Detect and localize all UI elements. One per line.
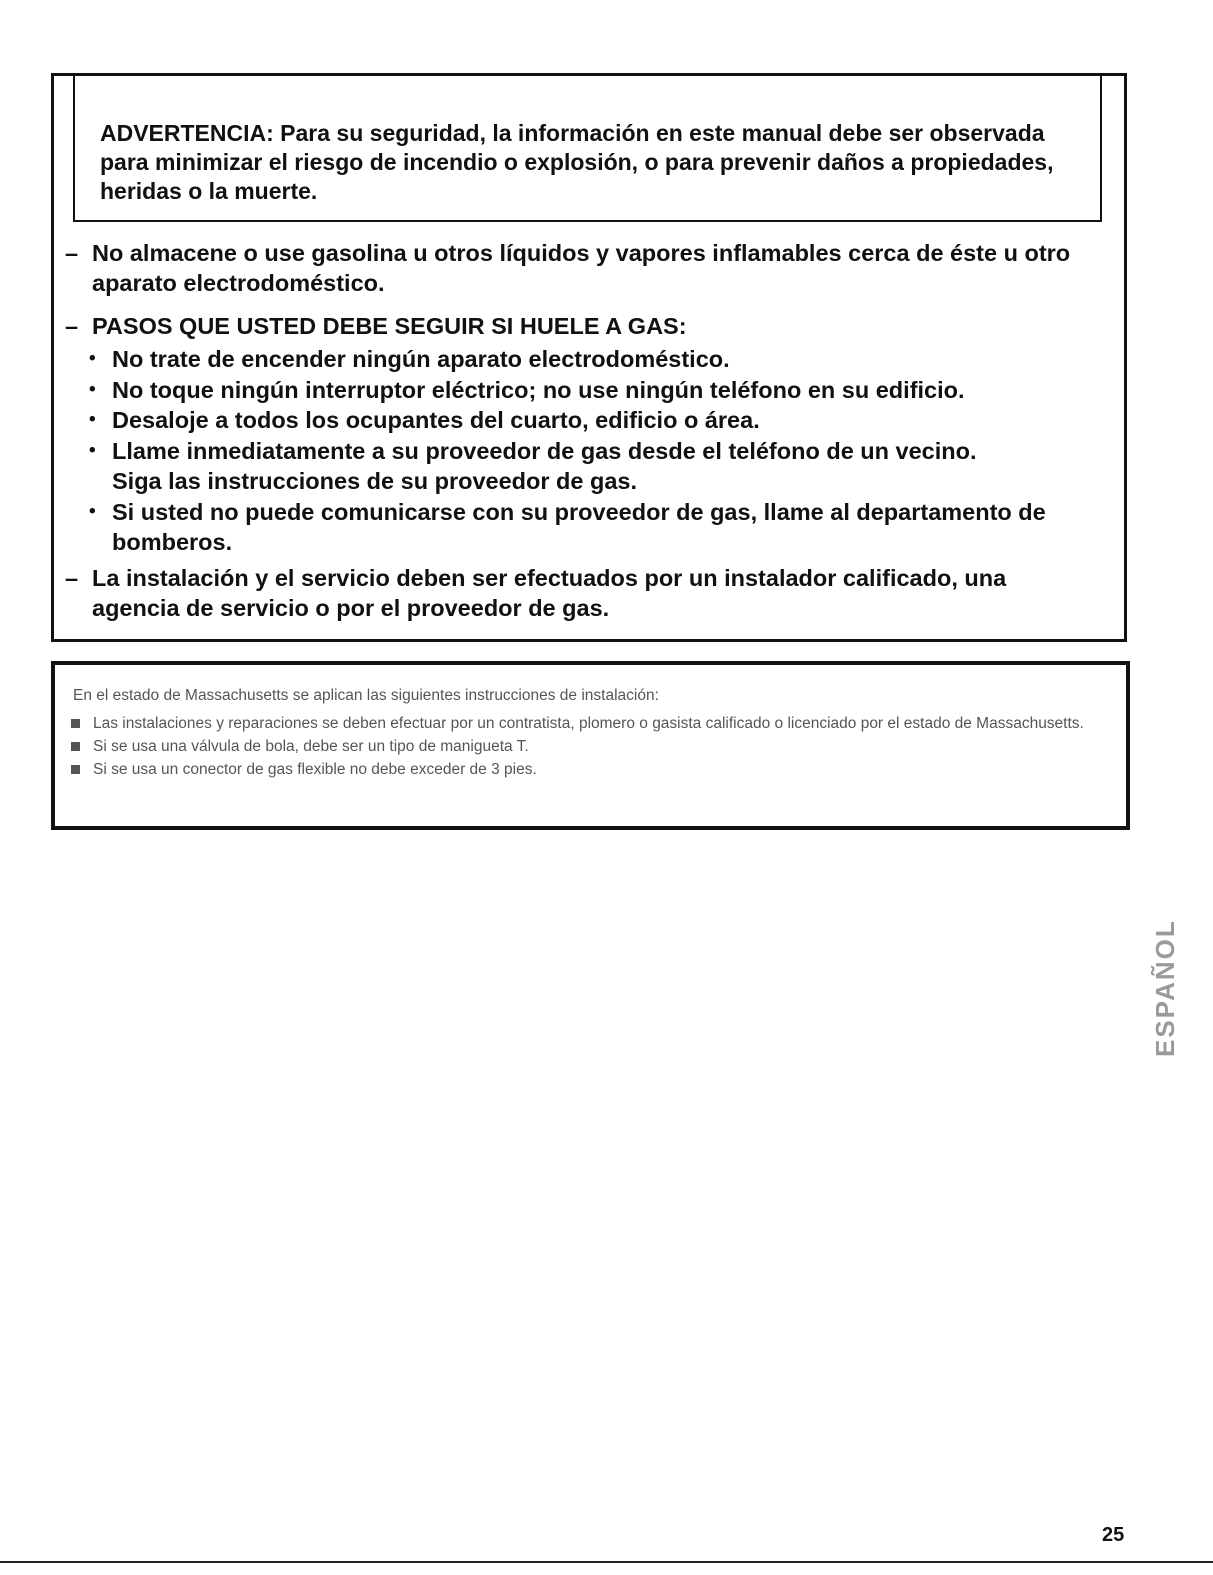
language-side-stamp: ESPAÑOL bbox=[1150, 919, 1180, 1057]
dash-marker: – bbox=[65, 240, 79, 266]
dash-marker: – bbox=[65, 313, 79, 339]
square-bullet-icon bbox=[71, 742, 80, 751]
massachusetts-item-text: Las instalaciones y reparaciones se deben efectuar por un contratista, plomero o gasista calificado o licenciado por el estado de Massachusetts. bbox=[93, 715, 1084, 732]
bullet-icon: • bbox=[89, 409, 96, 430]
square-bullet-icon bbox=[71, 719, 80, 728]
gas-step-text: Llame inmediatamente a su proveedor de gas desde el teléfono de un vecino. Siga las instrucciones de su proveedor de gas. bbox=[112, 437, 977, 494]
gas-step bbox=[88, 375, 1088, 406]
bullet-icon: • bbox=[89, 348, 96, 369]
massachusetts-item-text: Si se usa un conector de gas flexible no debe exceder de 3 pies. bbox=[93, 761, 537, 778]
massachusetts-item-text: Si se usa una válvula de bola, debe ser un tipo de manigueta T. bbox=[93, 738, 529, 755]
bottom-rule bbox=[0, 1561, 1213, 1563]
gas-step bbox=[88, 497, 1052, 558]
gas-steps-list bbox=[88, 344, 1088, 558]
warning-item-storage-line2: aparato electrodoméstico. bbox=[92, 269, 385, 296]
bullet-icon: • bbox=[89, 378, 96, 400]
warning-header-text: ADVERTENCIA: Para su seguridad, la información en este manual debe ser observada para minimizar el riesgo de incendio o explosión, o para prevenir daños a propiedades, heridas o la muerte. bbox=[100, 120, 1054, 204]
gas-step-text: Si usted no puede comunicarse con su proveedor de gas, llame al departamento de bomberos. bbox=[112, 498, 1046, 555]
gas-step-text: No toque ningún interruptor eléctrico; no use ningún teléfono en su edificio. bbox=[112, 376, 965, 403]
gas-step bbox=[88, 436, 1022, 497]
massachusetts-item bbox=[69, 760, 1099, 779]
massachusetts-item bbox=[69, 737, 1099, 756]
warning-header-box bbox=[73, 76, 1102, 222]
warning-item-storage bbox=[65, 239, 1115, 298]
warning-item-gas-steps-heading bbox=[65, 312, 1105, 342]
square-bullet-icon bbox=[71, 765, 80, 774]
bullet-icon: • bbox=[89, 439, 96, 461]
gas-steps-heading: PASOS QUE USTED DEBE SEGUIR SI HUELE A GAS: bbox=[92, 313, 687, 339]
massachusetts-item bbox=[69, 714, 1099, 733]
dash-marker: – bbox=[65, 565, 79, 591]
gas-step bbox=[88, 405, 1088, 436]
bullet-icon: • bbox=[89, 500, 96, 522]
page-number: 25 bbox=[1102, 1524, 1125, 1546]
gas-step bbox=[88, 344, 1088, 375]
massachusetts-box bbox=[51, 661, 1130, 830]
gas-step-text: Desaloje a todos los ocupantes del cuarto, edificio o área. bbox=[112, 407, 760, 433]
massachusetts-intro: En el estado de Massachusetts se aplican las siguientes instrucciones de instalación: bbox=[73, 687, 659, 704]
warning-item-installation-line2: agencia de servicio o por el proveedor de gas. bbox=[92, 594, 610, 621]
gas-step-text: No trate de encender ningún aparato electrodoméstico. bbox=[112, 346, 730, 372]
warning-item-installation-line1: La instalación y el servicio deben ser efectuados por un instalador calificado, una bbox=[92, 565, 1007, 591]
warning-item-installation bbox=[65, 564, 1105, 623]
warning-item-storage-line1: No almacene o use gasolina u otros líquidos y vapores inflamables cerca de éste u otro bbox=[92, 240, 1071, 266]
warning-box bbox=[51, 73, 1127, 642]
massachusetts-list bbox=[69, 714, 1099, 783]
